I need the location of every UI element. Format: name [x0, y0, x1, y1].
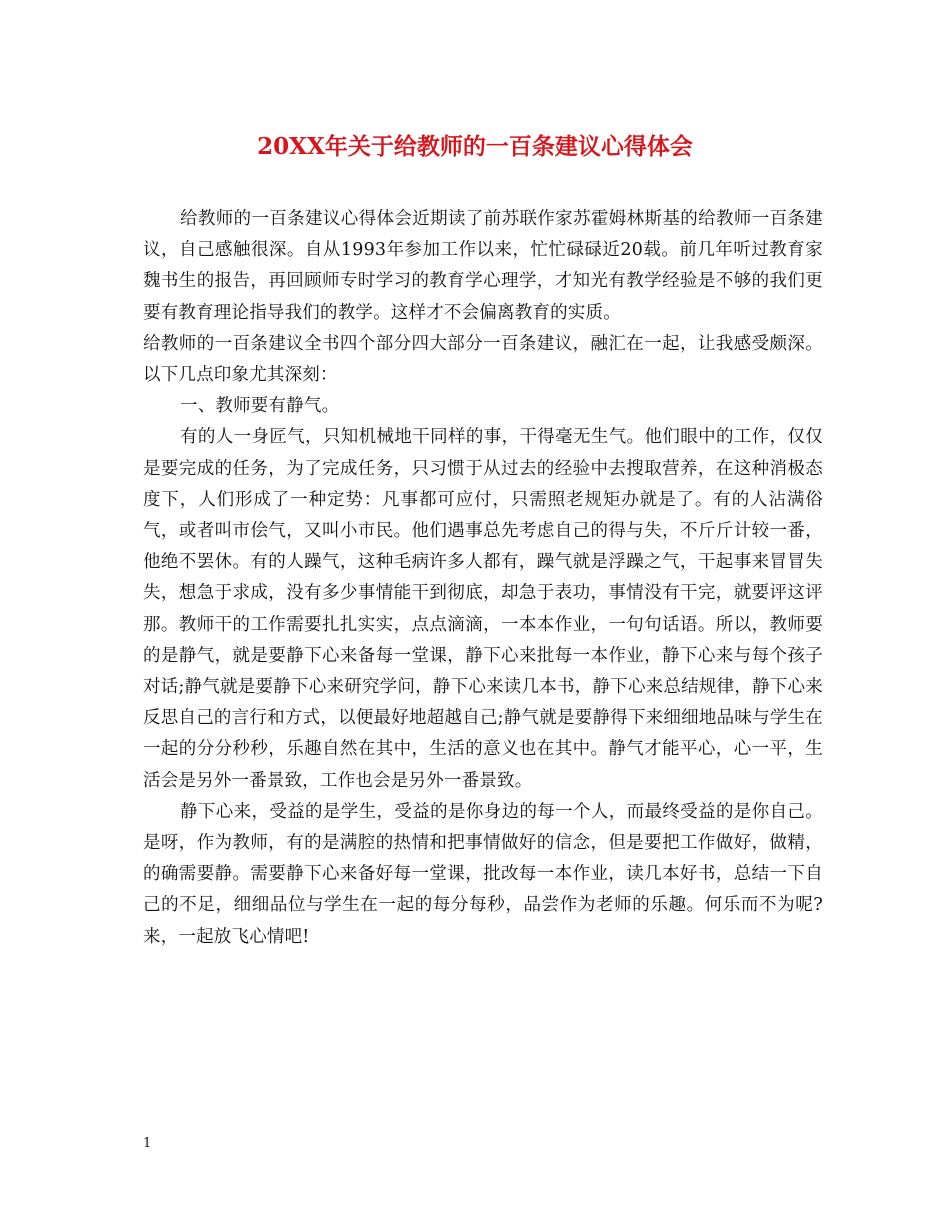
paragraph-intro: 给教师的一百条建议心得体会近期读了前苏联作家苏霍姆林斯基的给教师一百条建议，自己感触很深。自从1993年参加工作以来，忙忙碌碌近20载。前几年听过教育家魏书生的报告，再回顾师专时学习的教育学心理学，才知光有教学经验是不够的我们更要有教育理论指导我们的教学。这样才不会偏离教育的实质。	[143, 209, 823, 323]
paragraph-conclusion: 静下心来，受益的是学生，受益的是你身边的每一个人，而最终受益的是你自己。是呀，作为教师，有的是满腔的热情和把事情做好的信念，但是要把工作做好，做精，的确需要静。需要静下心来备好每一堂课，批改每一本作业，读几本好书，总结一下自己的不足，细细品位与学生在一起的每分每秒，品尝作为老师的乐趣。何乐而不为呢?来，一起放飞心情吧!	[143, 801, 823, 947]
page-number: 1	[143, 1136, 152, 1151]
document-body	[143, 204, 823, 953]
paragraph-static-energy: 有的人一身匠气，只知机械地干同样的事，干得毫无生气。他们眼中的工作，仅仅是要完成的任务，为了完成任务，只习惯于从过去的经验中去搜取营养，在这种消极态度下，人们形成了一种定势：凡事都可应付，只需照老规矩办就是了。有的人沾满俗气，或者叫市侩气，又叫小市民。他们遇事总先考虑自己的得与失，不斤斤计较一番，他绝不罢休。有的人躁气，这种毛病许多人都有，躁气就是浮躁之气，干起事来冒冒失失，想急于求成，没有多少事情能干到彻底，却急于表功，事情没有干完，就要评这评那。教师干的工作需要扎扎实实，点点滴滴，一本本作业，一句句话语。所以，教师要的是静气，就是要静下心来备每一堂课，静下心来批每一本作业，静下心来与每个孩子对话;静气就是要静下心来研究学问，静下心来读几本书，静下心来总结规律，静下心来反思自己的言行和方式，以便最好地超越自己;静气就是要静得下来细细地品味与学生在一起的分分秒秒，乐趣自然在其中，生活的意义也在其中。静气才能平心，心一平，生活会是另外一番景致，工作也会是另外一番景致。	[143, 427, 823, 791]
document-title: 20XX年关于给教师的一百条建议心得体会	[257, 133, 693, 160]
paragraph-summary: 给教师的一百条建议全书四个部分四大部分一百条建议，融汇在一起，让我感受颇深。以下几点印象尤其深刻：	[143, 333, 823, 386]
section-heading-1: 一、教师要有静气。	[180, 396, 340, 417]
